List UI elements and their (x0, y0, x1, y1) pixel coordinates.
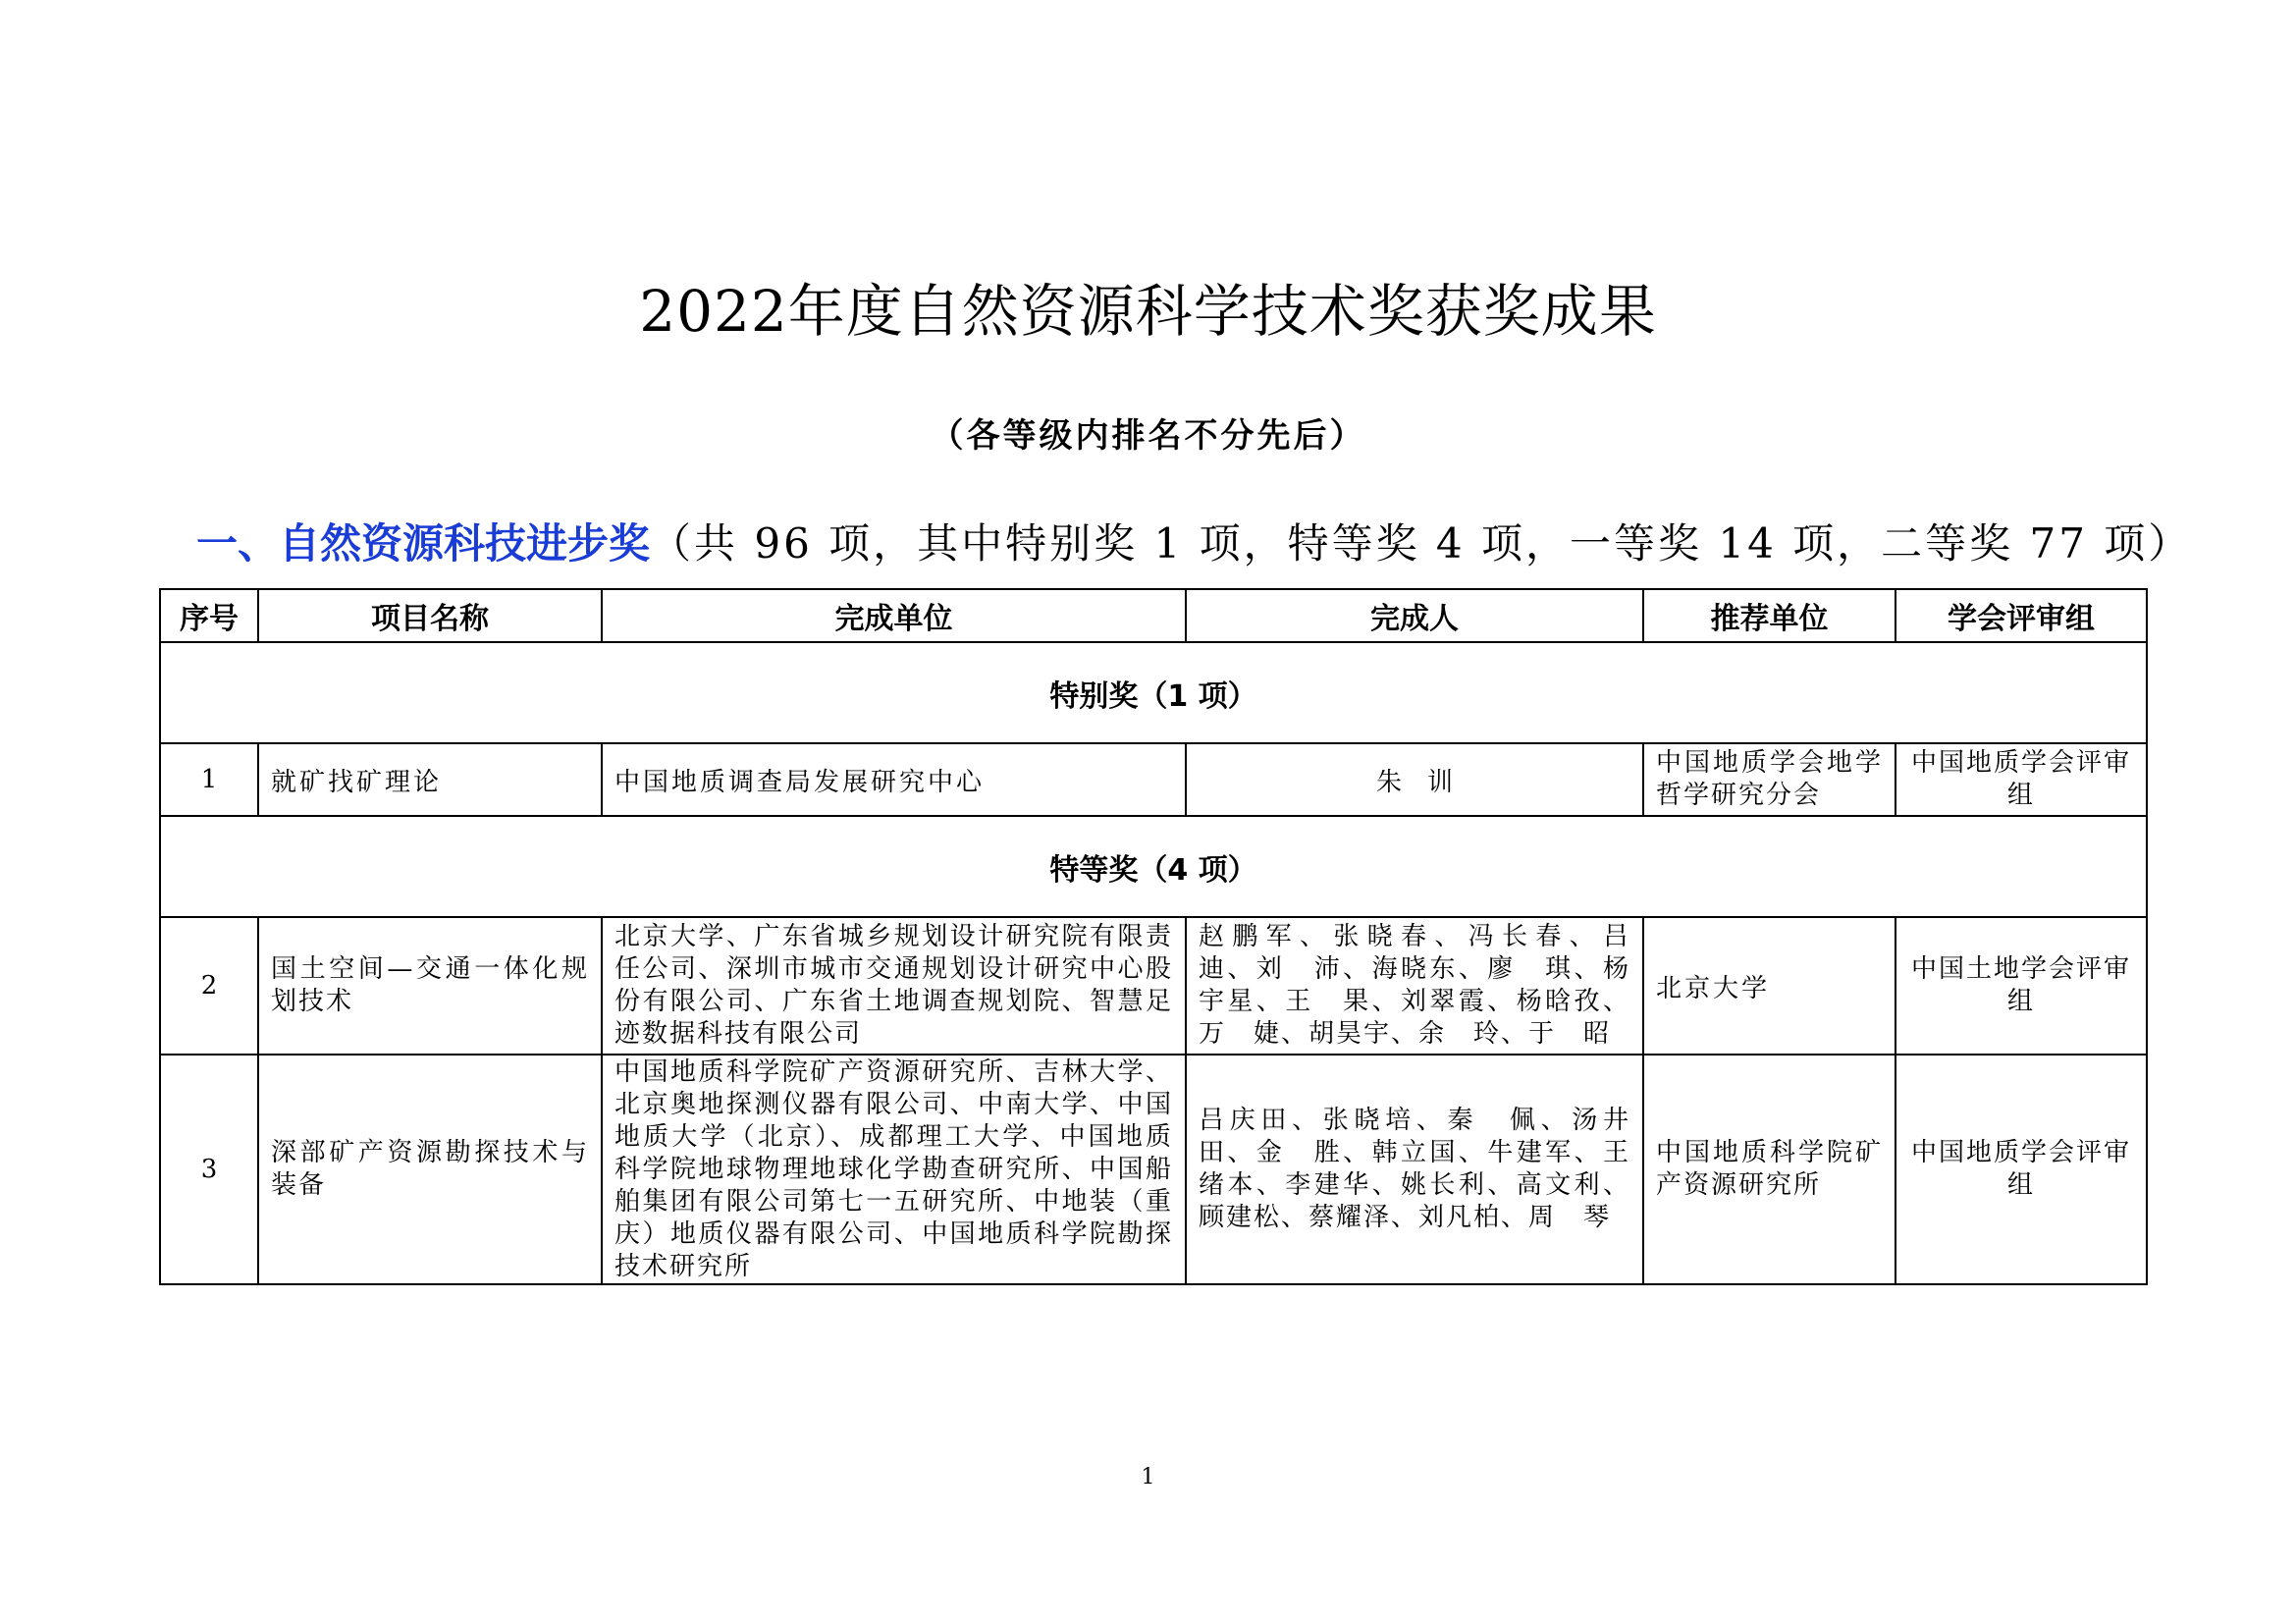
header-no: 序号 (160, 589, 258, 642)
section-note: （共 96 项，其中特别奖 1 项，特等奖 4 项，一等奖 14 项，二等奖 77 项） (650, 519, 2193, 568)
document-title: 2022年度自然资源科学技术奖获奖成果 (639, 278, 1657, 345)
header-people: 完成人 (1186, 589, 1643, 642)
row-units: 中国地质调查局发展研究中心 (602, 743, 1186, 816)
table-row (160, 917, 2147, 1055)
row-units: 北京大学、广东省城乡规划设计研究院有限责任公司、深圳市城市交通规划设计研究中心股份有限公司、广东省土地调查规划院、智慧足迹数据科技有限公司 (602, 917, 1186, 1055)
row-no: 2 (160, 917, 258, 1055)
row-review-group: 中国地质学会评审组 (1896, 743, 2147, 816)
row-no: 3 (160, 1055, 258, 1284)
table-header-row (160, 589, 2147, 642)
row-project: 国土空间—交通一体化规划技术 (258, 917, 602, 1055)
row-recommender: 中国地质科学院矿产资源研究所 (1643, 1055, 1896, 1284)
row-people: 朱 训 (1186, 743, 1643, 816)
table-row (160, 743, 2147, 816)
header-project: 项目名称 (258, 589, 602, 642)
row-review-group: 中国土地学会评审组 (1896, 917, 2147, 1055)
header-units: 完成单位 (602, 589, 1186, 642)
row-units: 中国地质科学院矿产资源研究所、吉林大学、北京奥地探测仪器有限公司、中南大学、中国地质大学（北京）、成都理工大学、中国地质科学院地球物理地球化学勘查研究所、中国船舶集团有限公司第七一五研究所、中地装（重庆）地质仪器有限公司、中国地质科学院勘探技术研究所 (602, 1055, 1186, 1284)
section-title: 一、自然资源科技进步奖 (196, 519, 651, 568)
row-people: 赵鹏军、张晓春、冯长春、吕 迪、刘 沛、海晓东、廖 琪、杨宇星、王 果、刘翠霞、杨晗孜、万 婕、胡昊宇、余 玲、于 昭 (1186, 917, 1643, 1055)
awards-table (159, 588, 2148, 1285)
category-row-grand (160, 816, 2147, 917)
row-recommender: 北京大学 (1643, 917, 1896, 1055)
category-label: 特等奖（4 项） (160, 816, 2147, 917)
table-row (160, 1055, 2147, 1284)
row-no: 1 (160, 743, 258, 816)
category-label: 特别奖（1 项） (160, 642, 2147, 743)
row-project: 就矿找矿理论 (258, 743, 602, 816)
page-number: 1 (1141, 1465, 1155, 1489)
row-recommender: 中国地质学会地学哲学研究分会 (1643, 743, 1896, 816)
row-review-group: 中国地质学会评审组 (1896, 1055, 2147, 1284)
section-heading (196, 516, 2192, 571)
category-row-special (160, 642, 2147, 743)
header-review-group: 学会评审组 (1896, 589, 2147, 642)
document-subtitle: （各等级内排名不分先后） (930, 416, 1366, 456)
row-people: 吕庆田、张晓培、秦 佩、汤井田、金 胜、韩立国、牛建军、王绪本、李建华、姚长利、高文利、顾建松、蔡耀泽、刘凡柏、周 琴 (1186, 1055, 1643, 1284)
header-recommender: 推荐单位 (1643, 589, 1896, 642)
row-project: 深部矿产资源勘探技术与装备 (258, 1055, 602, 1284)
